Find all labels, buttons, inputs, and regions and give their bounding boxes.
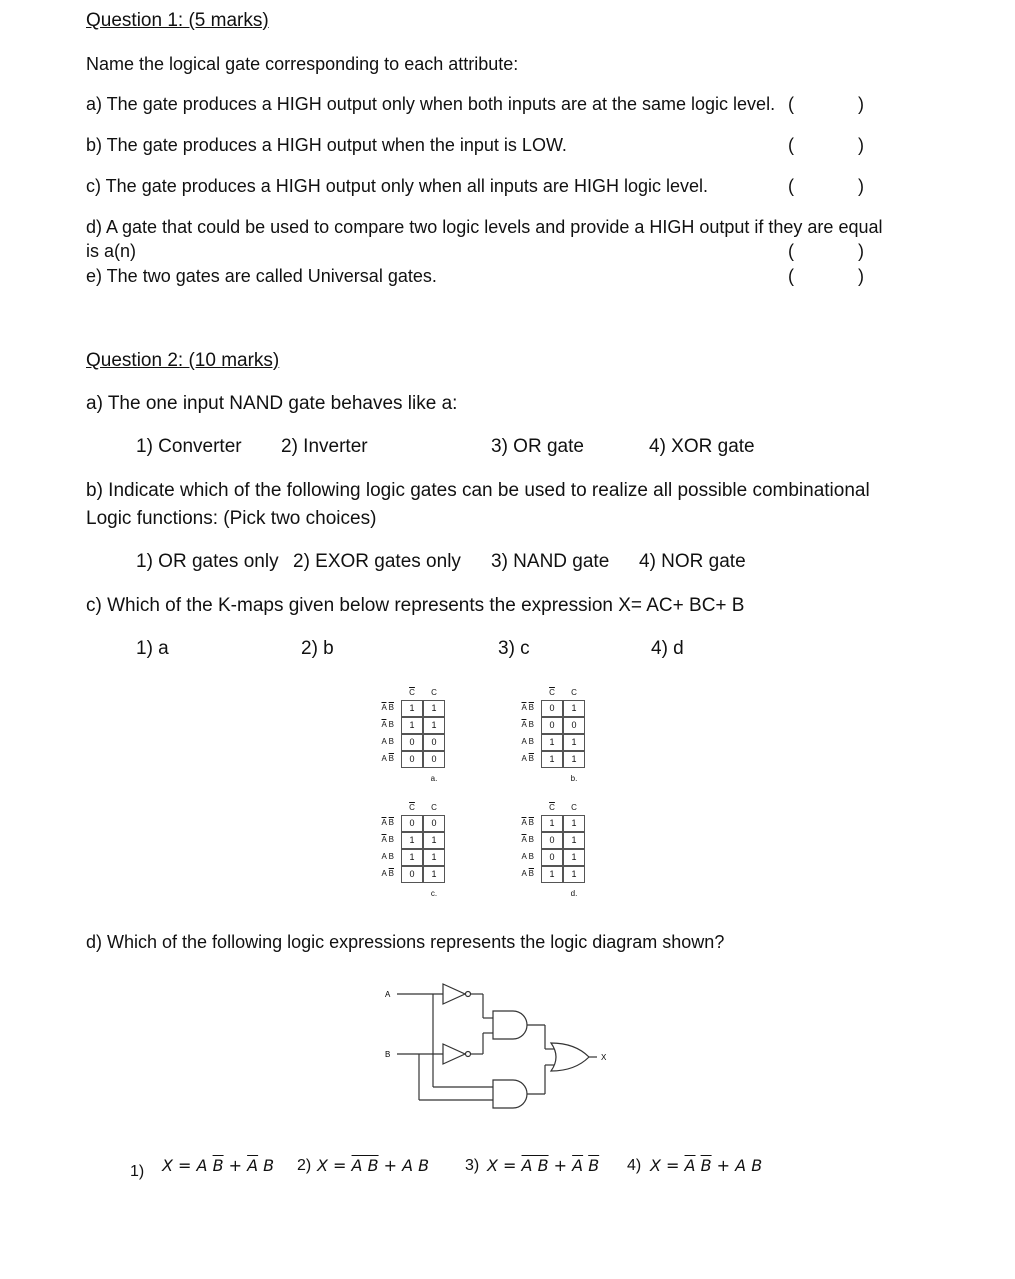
or-gate	[551, 1043, 589, 1071]
kmap-row-label: A B	[381, 852, 394, 861]
q2a-option-3: 3) OR gate	[491, 436, 584, 457]
kmap-cell: 0	[401, 734, 423, 751]
diagram-label-a: A	[385, 990, 391, 999]
q1-item-b-close: )	[858, 135, 864, 155]
q2-title: Question 2: (10 marks)	[86, 350, 280, 371]
kmap-row-label: A B	[521, 737, 534, 746]
q2c-option-4: 4) d	[651, 638, 684, 659]
kmap-cell: 1	[541, 815, 563, 832]
kmap-cell: 0	[541, 832, 563, 849]
kmap-cell: 0	[563, 717, 585, 734]
q1-item-d-close: )	[858, 241, 864, 261]
kmap-cell: 1	[541, 734, 563, 751]
kmap-cell: 0	[541, 849, 563, 866]
kmap-col-label: $\overline{C}$	[409, 688, 415, 697]
kmap-col-label: $\overline{C}$	[409, 803, 415, 812]
q2b-question-line2: Logic functions: (Pick two choices)	[86, 508, 377, 529]
kmap-cell: 0	[423, 751, 445, 768]
kmap-cell: 1	[563, 815, 585, 832]
kmap-row-label: A $\overline{B}$	[381, 754, 394, 763]
q2d-option-4-lhs: X =	[650, 1156, 685, 1175]
and-gate-2	[493, 1080, 527, 1108]
q2d-option-2-num: 2)	[297, 1157, 312, 1174]
kmap-col-label: C	[431, 688, 437, 697]
kmap-row-label: $\overline{A}$ $\overline{B}$	[381, 703, 394, 712]
kmap-col-label: C	[431, 803, 437, 812]
kmap-cell: 0	[541, 717, 563, 734]
kmap-row-label: A $\overline{B}$	[381, 869, 394, 878]
kmap-cell: 1	[423, 849, 445, 866]
kmap-col-label: C	[571, 688, 577, 697]
kmap-cell: 1	[401, 849, 423, 866]
q2a-option-2: 2) Inverter	[281, 436, 368, 457]
q1-item-b: b) The gate produces a HIGH output when the input is LOW.	[86, 135, 567, 155]
kmap-cell: 1	[541, 866, 563, 883]
q2b-option-4: 4) NOR gate	[639, 551, 746, 572]
kmap-cell: 1	[423, 832, 445, 849]
not-gate-b	[443, 1044, 465, 1064]
q2d-option-2: X = A B + A B	[317, 1156, 430, 1175]
q2d-option-1-lhs: X =	[162, 1156, 197, 1175]
q1-item-c: c) The gate produces a HIGH output only when all inputs are HIGH logic level.	[86, 176, 708, 196]
kmap-cell: 1	[401, 832, 423, 849]
kmap-row-label: $\overline{A}$ B	[381, 835, 394, 844]
q2b-option-2: 2) EXOR gates only	[293, 551, 461, 572]
and-gate-1	[493, 1011, 527, 1039]
kmap-row-label: A B	[521, 852, 534, 861]
q2d-option-3-num: 3)	[465, 1157, 480, 1174]
kmap-cell: 0	[401, 815, 423, 832]
q2d-option-1: X = A $\overline{B} + \overline{A}$ B	[162, 1156, 275, 1175]
diagram-label-b: B	[385, 1050, 391, 1059]
kmap-caption: d.	[570, 889, 578, 898]
q1-item-a: a) The gate produces a HIGH output only when both inputs are at the same logic level.	[86, 94, 776, 114]
kmap-row-label: $\overline{A}$ B	[381, 720, 394, 729]
kmap-caption: a.	[430, 774, 438, 783]
kmap-cell: 0	[541, 700, 563, 717]
diagram-label-x: X	[601, 1053, 607, 1062]
kmap-caption: c.	[430, 889, 438, 898]
kmap-row-label: $\overline{A}$ B	[521, 835, 534, 844]
q2d-option-2-lhs: X =	[317, 1156, 352, 1175]
kmap-cell: 1	[423, 700, 445, 717]
q1-item-a-open: (	[788, 94, 794, 114]
q2d-option-3: X = A $B + \overline{A}$ $\overline{B}$	[487, 1156, 600, 1175]
logic-diagram	[375, 975, 635, 1125]
q1-item-c-close: )	[858, 176, 864, 196]
kmap-row-label: A B	[381, 737, 394, 746]
kmap-cell: 1	[563, 734, 585, 751]
kmap-cell: 1	[401, 700, 423, 717]
kmap-row-label: A $\overline{B}$	[521, 754, 534, 763]
kmap-col-label: $\overline{C}$	[549, 803, 555, 812]
not-gate-a	[443, 984, 465, 1004]
kmap-cell: 0	[401, 751, 423, 768]
q2c-option-1: 1) a	[136, 638, 169, 659]
kmap-cell: 1	[423, 717, 445, 734]
q1-item-d-line2: is a(n)	[86, 241, 137, 261]
q2a-option-4: 4) XOR gate	[649, 436, 755, 457]
q2d-option-4-num: 4)	[627, 1157, 642, 1174]
q1-item-e-close: )	[858, 266, 864, 286]
q2d-option-3-lhs: X =	[487, 1156, 522, 1175]
kmap-caption: b.	[570, 774, 578, 783]
kmap-cell: 1	[563, 751, 585, 768]
q2d-option-4: $X = \overline{A}$ $\overline{B} + A$ B	[650, 1156, 763, 1175]
kmap-row-label: $\overline{A}$ B	[521, 720, 534, 729]
kmap-cell: 1	[541, 751, 563, 768]
q2b-option-3: 3) NAND gate	[491, 551, 610, 572]
q2a-option-1: 1) Converter	[136, 436, 242, 457]
kmap-cell: 1	[401, 717, 423, 734]
kmap-row-label: $\overline{A}$ $\overline{B}$	[381, 818, 394, 827]
kmap-col-label: $\overline{C}$	[549, 688, 555, 697]
kmap-row-label: $\overline{A}$ $\overline{B}$	[521, 818, 534, 827]
q1-item-e: e) The two gates are called Universal gates.	[86, 266, 437, 286]
q1-item-a-close: )	[858, 94, 864, 114]
q2b-option-1: 1) OR gates only	[136, 551, 279, 572]
kmap-row-label: $\overline{A}$ $\overline{B}$	[521, 703, 534, 712]
q1-item-d-open: (	[788, 241, 794, 261]
kmap-cell: 1	[563, 700, 585, 717]
kmap-cell: 0	[401, 866, 423, 883]
q2d-question: d) Which of the following logic expressions represents the logic diagram shown?	[86, 932, 725, 952]
kmap-cell: 1	[563, 866, 585, 883]
q1-item-d: d) A gate that could be used to compare two logic levels and provide a HIGH output if they are equal	[86, 217, 883, 237]
q2b-question: b) Indicate which of the following logic gates can be used to realize all possible combinational	[86, 480, 870, 501]
q1-item-b-open: (	[788, 135, 794, 155]
q2c-option-2: 2) b	[301, 638, 334, 659]
kmap-cell: 1	[563, 832, 585, 849]
kmap-cell: 1	[563, 849, 585, 866]
not-gate-a-bubble	[466, 992, 471, 997]
kmap-cell: 0	[423, 734, 445, 751]
q1-intro: Name the logical gate corresponding to each attribute:	[86, 54, 519, 74]
kmap-cell: 1	[423, 866, 445, 883]
kmap-col-label: C	[571, 803, 577, 812]
q2c-question: c) Which of the K-maps given below represents the expression X= AC+ BC+ B	[86, 595, 745, 616]
not-gate-b-bubble	[466, 1052, 471, 1057]
q2a-question: a) The one input NAND gate behaves like a:	[86, 393, 458, 414]
q2d-option-1-num: 1)	[130, 1163, 145, 1180]
q2c-option-3: 3) c	[498, 638, 530, 659]
q1-title: Question 1: (5 marks)	[86, 10, 269, 31]
kmap-cell: 0	[423, 815, 445, 832]
q1-item-e-open: (	[788, 266, 794, 286]
kmap-row-label: A $\overline{B}$	[521, 869, 534, 878]
q1-item-c-open: (	[788, 176, 794, 196]
